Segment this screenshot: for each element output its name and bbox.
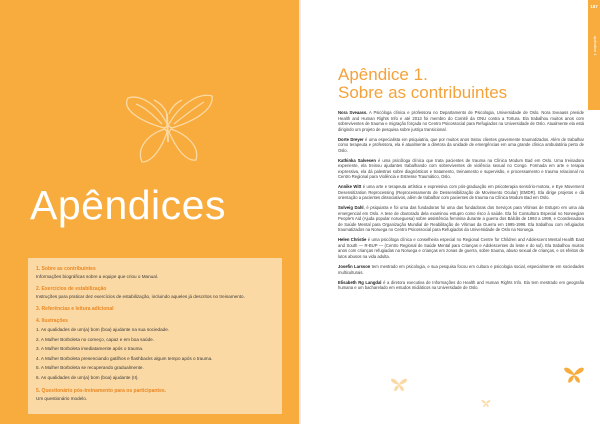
contributor-bio: A Psicóloga clínica e professora no Departamento de Psicologia, Universidade de Oslo. Nora Sveaass preside Health and Human Rights Info e até 2013 foi membro do Comitê da ONU contra a Tortura. Ela trabalhou muitos anos com sobreviventes de trauma e migração forçada no Centro Psicossocial para Refugiados na Universidade de Oslo. Atualmente ela está dirigindo um projeto de pesquisa sobre justiça transicional. — [338, 110, 584, 132]
contributor-bio: tem mestrado em psicologia, e sua pesquisa focou em cultura e psicologia social, especialmente em sociedades multiculturais. — [338, 264, 585, 275]
chapter-title: Apêndices — [30, 182, 226, 228]
appendix-title — [338, 66, 507, 102]
contributor-bio: , é psiquiatra e foi uma das fundadoras foi uma das fundadoras dos Serviços para Vítimas de Estupro em uma ala emergencial em Oslo. A tese de doutorado dela examinou estupro como risco à saúde. Ela foi Consultora Especial no Norwegian People's Aid (Ajuda popular norueguesa) sobre assistência feminina durante a guerra dos Bálcãs de 1993 a 1999, e Coordenadora de Saúde Mental para Organização Mundial de Reabilitação de Vítimas da Guerra em 1995-1996. Ela trabalhou com refugiados traumatizados na Noruega no Centro Psicossocial para Refugiados da Universidade de Oslo na Noruega. — [338, 205, 584, 233]
toc-heading: 5. Questionário pós-treinamento para os participantes. — [36, 387, 167, 394]
contributor-paragraph — [338, 184, 584, 201]
toc-text: Instruções para praticar dez exercícios de estabilização, incluindo aqueles já descritos no treinamento. — [36, 294, 245, 299]
contributor-bio: é uma arte e terapeuta artística e expressiva com pós-graduação em psicoterapia sensório-motora, e Eye Movement Desensitization Reprocessing (Reprocessamento de Dessensibilização de Movimento Ocular) (EMDR). Ela dirige projetos e dá orientação a pacientes dissociativos, além de trabalhar com pacientes de trauma na Clínica Modum Bad em Oslo. — [338, 184, 584, 201]
section-tab — [588, 0, 600, 110]
small-butterfly-icon — [481, 398, 491, 408]
appendix-contents-box — [28, 258, 282, 414]
contributor-name: Nora Sveaass. — [338, 110, 368, 115]
contributor-paragraph — [338, 264, 584, 275]
section-tab-label: apêndice 1 — [593, 36, 598, 56]
contributor-name: Solveig Dahl — [338, 205, 364, 211]
contributor-name: Annike Witt — [338, 184, 362, 190]
contributor-name: Dorte Dreyer — [338, 136, 364, 142]
contributor-name: Elisabeth Rg Langdal — [338, 279, 382, 285]
contributor-paragraph — [338, 158, 584, 180]
contributor-name: Josefin Larsson — [338, 264, 371, 270]
contributors-list — [338, 110, 584, 295]
toc-item: 2. A Mulher Borboleta no começo, capaz e em boa saúde. — [36, 336, 154, 342]
contributor-bio: é uma especialista em psiquiatria, que por muitos anos tratou clientes gravemente traumatizados. Além de trabalhar como terapeuta e professora, ela é atualmente a diretora da unidade de emergências em uma grande clínica ambulatória perto de Oslo. — [338, 136, 585, 153]
appendix-title-line1: Apêndice 1. — [338, 65, 428, 84]
contributor-paragraph — [338, 280, 584, 291]
contributor-paragraph — [338, 110, 584, 132]
contributor-paragraph — [338, 137, 584, 154]
contributor-bio: é uma psicóloga clínica que trata pacientes de trauma na Clínica Modum Bad em Oslo. Uma treinadora experiente, ela treinou ajudantes trabalhando com sobreviventes de violência sexual no Congo. Formada em arte e terapia expressiva, ela dá palestras sobre diagnósticos e tratamento, treinamento e supervisão, e processamento e trauma relacional no Centro Regional para Violência e Estresse Traumático, Oslo. — [338, 157, 584, 180]
toc-item: 1. As qualidades de um(a) bom (boa) ajudante na sua sociedade. — [36, 327, 170, 332]
page-number: 187 — [590, 4, 598, 9]
appendix-title-line2: Sobre as contribuintes — [338, 83, 508, 102]
toc-item: 6. As qualidades de um(a) bom (boa) ajudante (II). — [36, 374, 139, 380]
contributor-bio: é a diretora executiva de Informações do Health and Human Rights Info. Ela tem mestrado em geografia humana e um bacharelado em estudos midiáticos na Universidade de Oslo. — [338, 279, 584, 291]
small-butterfly-icon — [563, 363, 585, 385]
contributor-name: Kathinka Salvesen — [338, 157, 376, 163]
contributor-bio: é uma psicóloga clínica e conselheira especial no Regional Centre for Children and Adolescent Mental Health East and South — R-BUP — (Centro Regional de Saúde Mental para Crianças e Adolescentes do leste e do sul). Ela trabalhou muitos anos com crianças refugiadas na Noruega e crianças em zonas de guerra, sobre trauma, abuso sexual de crianças, e os efeitos de lutos abusos na vida adulta. — [338, 237, 584, 259]
toc-item: 4. A Mulher Borboleta presenciando gatilhos e flashbacks algum tempo após o trauma. — [36, 355, 213, 361]
toc-item: 5. A Mulher Borboleta se recuperando gradualmente. — [36, 365, 144, 371]
contributor-paragraph — [338, 205, 584, 233]
toc-text: Um questionário modelo. — [36, 395, 88, 401]
toc-heading: 3. Referências e leitura adicional — [36, 306, 114, 312]
left-page — [0, 0, 299, 424]
toc-item: 3. A Mulher Borboleta imediatamente após o trauma. — [36, 346, 144, 352]
toc-heading: 4. Ilustrações — [36, 318, 68, 324]
contributor-name: Helen Christie — [338, 237, 367, 243]
toc-heading: 2. Exercícios de estabilização — [36, 286, 107, 292]
right-page — [301, 0, 600, 424]
toc-heading: 1. Sobre as contribuintes — [36, 266, 96, 272]
butterfly-icon — [118, 76, 218, 176]
toc-text: Informações biográficas sobre a equipe que criou o Manual. — [36, 274, 159, 279]
small-butterfly-icon — [390, 375, 408, 393]
contributor-paragraph — [338, 237, 584, 259]
